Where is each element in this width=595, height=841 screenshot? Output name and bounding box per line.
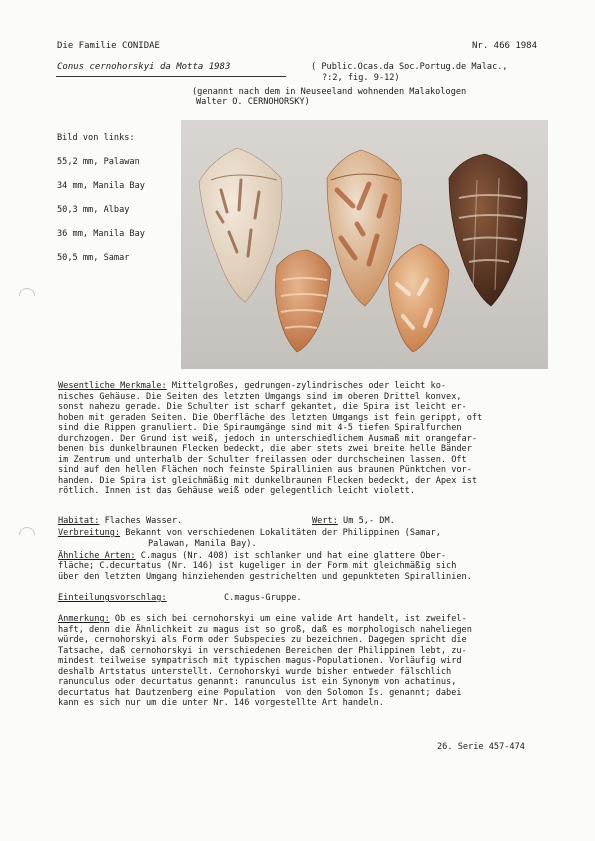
verbreitung-row — [58, 528, 548, 539]
publication-line-1: ( Public.Ocas.da Soc.Portug.de Malac., — [311, 62, 508, 72]
anmerkung-line: haft, denn die Ähnlichkeit zu magus ist so groß, daß es morphologisch naheliegen — [58, 624, 472, 635]
wert-row — [312, 516, 395, 527]
merkmale-line: im Zentrum und unterhalb der Schulter freilassen oder durchscheinen lassen. Oft — [58, 454, 467, 465]
anmerkung-label: Anmerkung: — [58, 614, 110, 624]
named-after-line-1: (genannt nach dem in Neuseeland wohnenden Malakologen — [192, 87, 467, 97]
wert-value: Um 5,- DM. — [337, 516, 395, 526]
merkmale-line: nisches Gehäuse. Die Seiten des letzten Umgangs sind im oberen Drittel konvex, — [58, 391, 462, 402]
family-title: Die Familie CONIDAE — [57, 41, 160, 51]
punch-hole-bottom — [16, 524, 39, 547]
cone-shell-manila-bay-small-1 — [275, 250, 331, 352]
punch-hole-top — [16, 285, 39, 308]
caption-item: 55,2 mm, Palawan — [57, 157, 140, 167]
verbreitung-label: Verbreitung: — [58, 528, 121, 538]
shells-illustration — [181, 120, 548, 369]
merkmale-line: rötlich. Innen ist das Gehäuse weiß oder gelegentlich leicht violett. — [58, 486, 415, 496]
shell-photo — [181, 120, 548, 369]
species-name: Conus cernohorskyi da Motta 1983 — [57, 62, 231, 72]
caption-item: 34 mm, Manila Bay — [57, 181, 145, 191]
anmerkung-line: decurtatus hat Dautzenberg eine Population von den Solomon Is. genannt; dabei — [58, 687, 462, 698]
cone-shell-samar — [449, 154, 527, 306]
einteilung-value: C.magus-Gruppe. — [224, 593, 302, 603]
anmerkung-line: deshalb Artstatus unterstellt. Cernohorskyi wurde bisher entweder fälschlich — [58, 666, 452, 677]
einteilung-label — [58, 593, 218, 604]
anmerkung-line: kann es sich nur um die unter Nr. 146 vorgestellte Art handeln. — [58, 698, 384, 708]
merkmale-label: Wesentliche Merkmale: — [58, 381, 167, 391]
verbreitung-line-1: Bekannt von verschiedenen Lokalitäten der Philippinen (Samar, — [120, 528, 441, 538]
habitat-label: Habitat: — [58, 516, 100, 526]
aehnliche-line-1: C.magus (Nr. 408) ist schlanker und hat eine glattere Ober- — [135, 550, 447, 561]
sheet-number: Nr. 466 1984 — [472, 41, 538, 51]
wert-label: Wert: — [312, 516, 338, 526]
merkmale-line: sind die Rippen granuliert. Die Spiraumgänge sind mit 4-5 tiefen Spiralfurchen — [58, 423, 462, 433]
anmerkung-row — [58, 614, 548, 625]
merkmale-line: handen. Die Spira ist gleichmäßig mit dunkelbraunen Flecken bedeckt, der Apex ist — [58, 475, 478, 486]
caption-item: 50,3 mm, Albay — [57, 205, 130, 215]
cone-shell-manila-bay-small-2 — [389, 244, 449, 352]
merkmale-line: benen bis dunkelbraunen Flecken bedeckt, die aber stets zwei breite helle Bänder — [58, 444, 472, 454]
anmerkung-line: würde, cernohorskyi als Form oder Subspecies zu bezeichnen. Dagegen spricht die — [58, 635, 467, 645]
caption-item: 50,5 mm, Samar — [57, 253, 130, 263]
merkmale-line: hoben mit geraden Seiten. Die Oberfläche des letzten Umgangs ist fein gerippt, oft — [58, 412, 483, 423]
caption-item: 36 mm, Manila Bay — [57, 229, 145, 239]
merkmale-line: sind auf den hellen Flächen noch feinste Spirallinien aus braunen Pünktchen vor- — [58, 465, 472, 475]
aehnliche-line-2: fläche; C.decurtatus (Nr. 146) ist kugeliger in der Form mit gleichmäßig sich — [58, 561, 457, 571]
anmerkung-line: Tatsache, daß cernohorskyi in verschiedenen Bereichen der Philippinen lebt, zu- — [58, 645, 467, 656]
cone-shell-palawan — [199, 148, 282, 302]
habitat-row — [58, 516, 278, 527]
species-underline — [56, 76, 286, 77]
merkmale-line: durchzogen. Der Grund ist weiß, jedoch in unterschiedlichem Ausmaß mit orangefar- — [58, 433, 478, 444]
anmerkung-first-line: Ob es sich bei cernohorskyi um eine valide Art handelt, ist zweifel- — [109, 614, 467, 624]
anmerkung-line: mindest teilweise sympatrisch mit typischen magus-Populationen. Vorläufig wird — [58, 656, 462, 666]
aehnliche-line-3: über den letzten Umgang hinziehenden gestrichelten und gepunkteten Spirallinien. — [58, 571, 472, 582]
einteilung-label-text: Einteilungsvorschlag: — [58, 593, 167, 603]
habitat-value: Flaches Wasser. — [99, 516, 183, 526]
verbreitung-line-2: Palawan, Manila Bay). — [148, 539, 257, 549]
merkmale-section — [58, 381, 548, 392]
aehnliche-row — [58, 551, 548, 562]
named-after-line-2: Walter O. CERNOHORSKY) — [196, 97, 310, 107]
merkmale-first-line: Mittelgroßes, gedrungen-zylindrisches oder leicht ko- — [166, 381, 447, 391]
anmerkung-line: ranunculus oder decurtatus genannt: ranunculus ist ein Synonym von achatinus, — [58, 677, 457, 687]
series-footer: 26. Serie 457-474 — [437, 742, 525, 752]
merkmale-line: sonst nahezu gerade. Die Schulter ist scharf gekantet, die Spira ist leicht er- — [58, 402, 467, 412]
caption-title: Bild von links: — [57, 133, 135, 143]
aehnliche-label: Ähnliche Arten: — [58, 550, 136, 561]
publication-line-2: ?:2, fig. 9-12) — [322, 73, 400, 83]
